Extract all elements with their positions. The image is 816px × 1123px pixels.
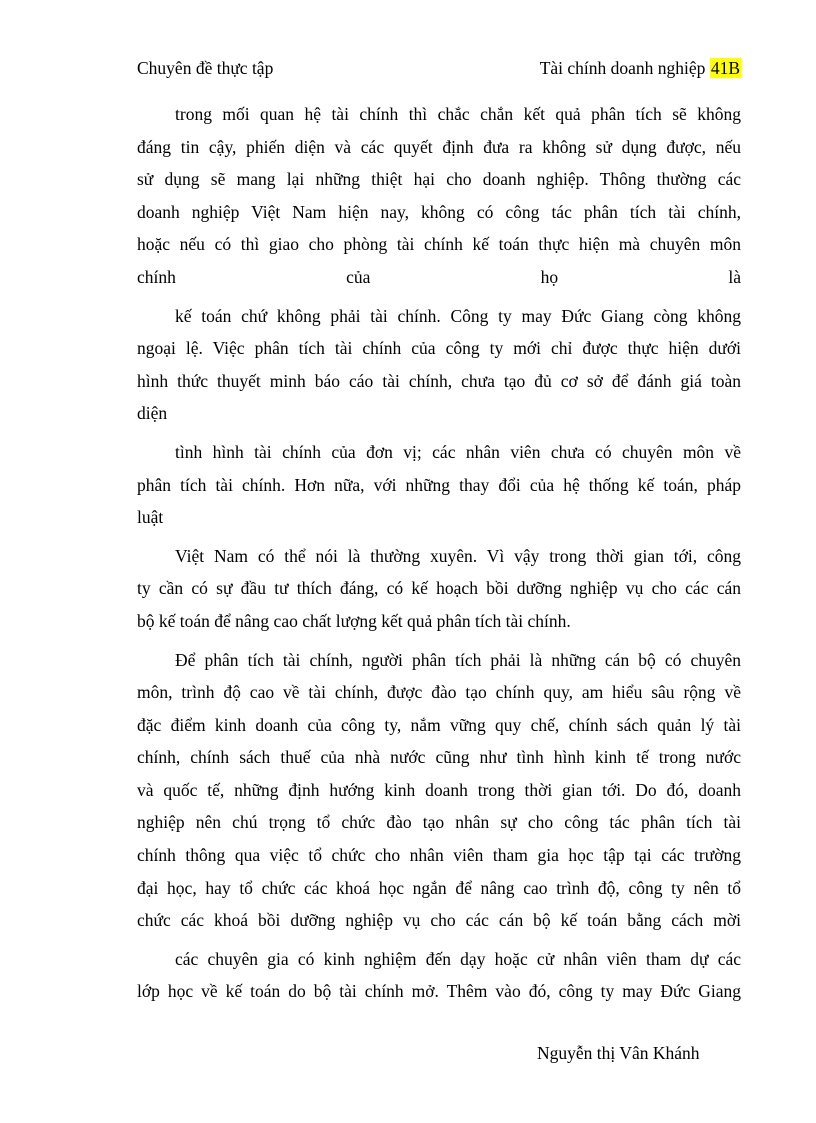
text-line: đặc điểm kinh doanh của công ty, nắm vững quy chế, chính sách quản lý tài — [137, 714, 741, 735]
text-line: phân tích tài chính. Hơn nữa, với những thay đổi của hệ thống kế toán, pháp — [137, 474, 741, 495]
paragraph — [137, 98, 741, 294]
paragraph — [137, 436, 741, 534]
paragraph — [137, 540, 741, 638]
text-line: hoặc nếu có thì giao cho phòng tài chính kế toán thực hiện mà chuyên môn — [137, 234, 741, 255]
text-line: tình hình tài chính của đơn vị; các nhân viên chưa có chuyên môn về — [175, 441, 741, 462]
document-body — [137, 98, 741, 1008]
text-line: chính, chính sách thuế của nhà nước cũng như tình hình kinh tế trong nước — [137, 747, 741, 768]
text-line: lớp học về kế toán do bộ tài chính mở. Thêm vào đó, công ty may Đức Giang — [137, 981, 741, 1002]
text-line: các chuyên gia có kinh nghiệm đến dạy hoặc cử nhân viên tham dự các — [175, 948, 741, 969]
page-header — [137, 58, 741, 84]
text-line: sử dụng sẽ mang lại những thiệt hại cho doanh nghiệp. Thông thường các — [137, 169, 741, 190]
paragraph — [137, 943, 741, 1008]
text-line: đáng tin cậy, phiến diện và các quyết định đưa ra không sử dụng được, nếu — [137, 136, 741, 157]
text-line: chính thông qua việc tổ chức cho nhân viên tham gia học tập tại các trường — [137, 845, 741, 866]
text-line: hình thức thuyết minh báo cáo tài chính, chưa tạo đủ cơ sở để đánh giá toàn — [137, 370, 741, 391]
text-line: trong mối quan hệ tài chính thì chắc chắn kết quả phân tích sẽ không — [175, 104, 741, 124]
page-footer-author: Nguyễn thị Vân Khánh — [537, 1043, 700, 1063]
text-line: và quốc tế, những định hướng kinh doanh trong thời gian tới. Do đó, doanh — [137, 779, 741, 800]
text-line: chức các khoá bồi dưỡng nghiệp vụ cho các cán bộ kế toán bằng cách mời — [137, 910, 741, 931]
text-line: kế toán chứ không phải tài chính. Công ty may Đức Giang còng không — [175, 305, 741, 326]
text-line: Việt Nam có thể nói là thường xuyên. Vì vậy trong thời gian tới, công — [175, 545, 741, 566]
class-code-highlight: 41B — [710, 58, 740, 78]
header-title-left: Chuyên đề thực tập — [137, 58, 274, 78]
text-line: môn, trình độ cao về tài chính, được đào tạo chính quy, am hiểu sâu rộng về — [137, 682, 741, 703]
paragraph — [137, 644, 741, 937]
text-line: chính của họ là — [137, 266, 741, 287]
text-line: Để phân tích tài chính, người phân tích phải là những cán bộ có chuyên — [175, 649, 741, 670]
text-line: đại học, hay tổ chức các khoá học ngắn để nâng cao trình độ, công ty nên tổ — [137, 877, 741, 898]
text-line: ngoại lệ. Việc phân tích tài chính của công ty mới chỉ được thực hiện dưới — [137, 338, 741, 359]
text-line: diện — [137, 403, 168, 424]
text-line: bộ kế toán để nâng cao chất lượng kết quả phân tích tài chính. — [137, 610, 571, 631]
text-line: luật — [137, 507, 164, 528]
header-title-right — [540, 58, 741, 79]
text-line: doanh nghiệp Việt Nam hiện nay, không có công tác phân tích tài chính, — [137, 201, 741, 222]
paragraph — [137, 300, 741, 430]
text-line: nghiệp nên chú trọng tổ chức đào tạo nhân sự cho công tác phân tích tài — [137, 812, 741, 833]
text-line: ty cần có sự đầu tư thích đáng, có kế hoạch bồi dưỡng nghiệp vụ cho các cán — [137, 578, 741, 599]
header-subject: Tài chính doanh nghiệp — [539, 58, 706, 78]
